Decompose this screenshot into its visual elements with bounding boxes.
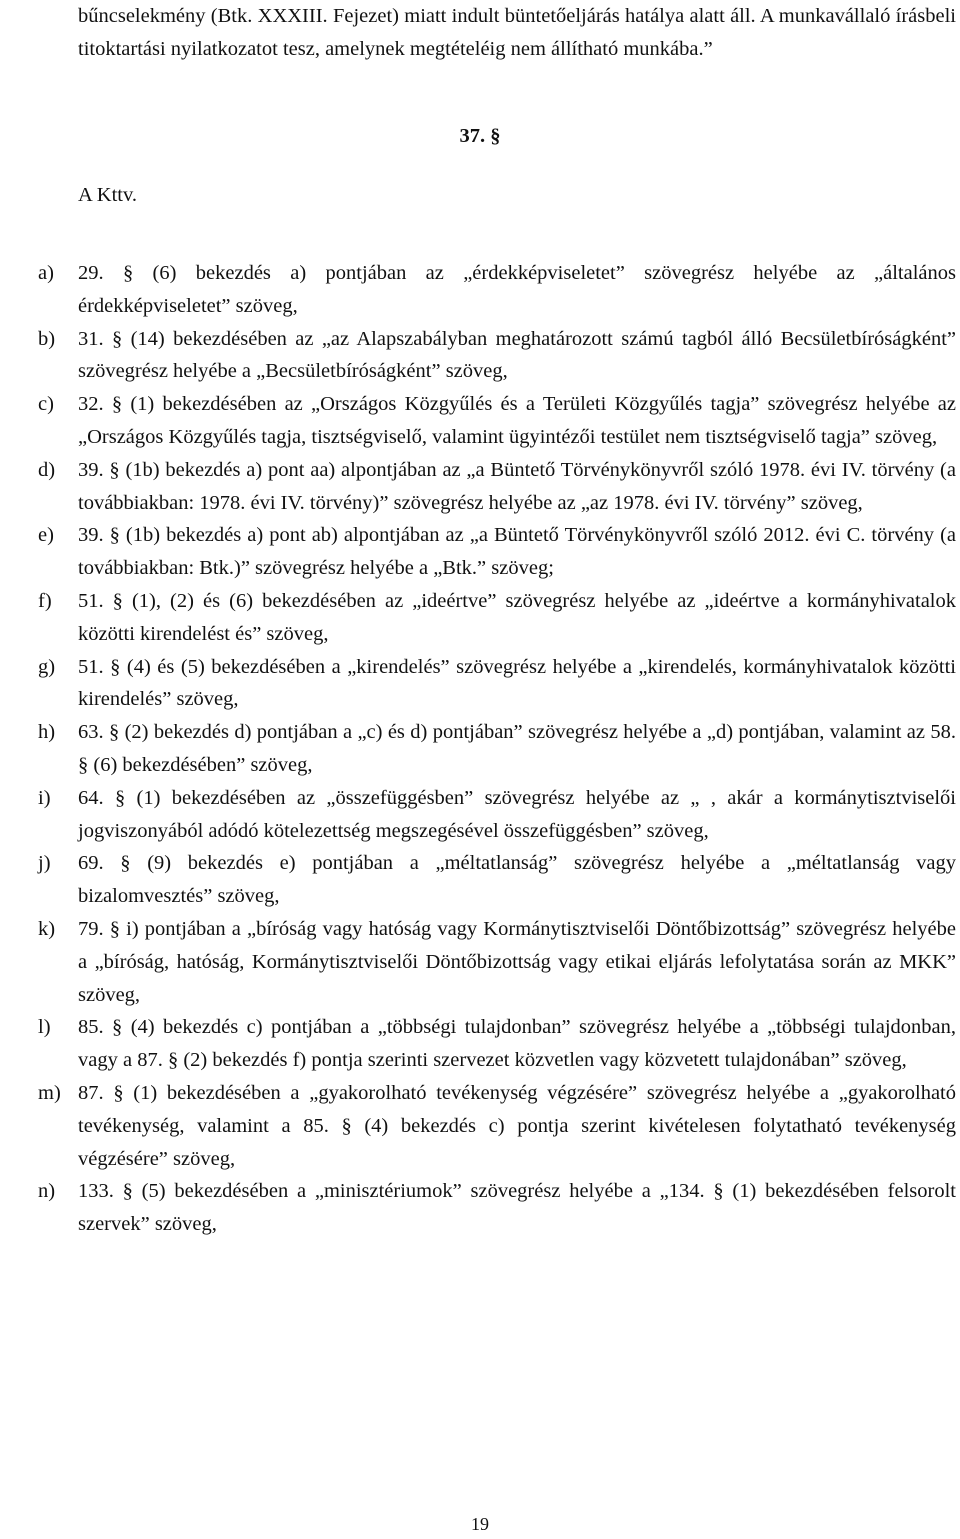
list-item [0,1175,960,1241]
list-item-label: l) [38,1016,51,1039]
list-item [0,1011,960,1077]
list-item [0,388,960,454]
list-item-text: 87. § (1) bekezdésében a „gyakorolható tevékenység végzésére” szövegrész helyébe a „gyakorolható tevékenység, valamint a 85. § (4) bekezdés c) pontja szerint kivételesen folytatható tevékenység végzésére” szöveg, [78,1081,956,1170]
list-item [0,323,960,389]
list-item-text: 51. § (1), (2) és (6) bekezdésében az „ideértve” szövegrész helyébe az „ideértve a kormányhivatalok közötti kirendelést és” szöveg, [78,589,956,645]
amendment-list [0,257,960,1241]
list-item-text: 64. § (1) bekezdésében az „összefüggésben” szövegrész helyébe az „ , akár a kormánytisztviselői jogviszonyából adódó kötelezettség megszegésével összefüggésben” szöveg, [78,786,956,842]
page-number: 19 [471,1514,489,1534]
section-heading: 37. § [459,125,501,147]
list-item-label: h) [38,721,56,744]
list-item-text: 31. § (14) bekezdésében az „az Alapszabályban meghatározott számú tagból álló Becsületbíróságként” szövegrész helyébe a „Becsületbíróságként” szöveg, [78,327,956,383]
list-item-label: g) [38,655,56,678]
intro-paragraph: bűncselekmény (Btk. XXXIII. Fejezet) miatt indult büntetőeljárás hatálya alatt áll. A munkavállaló írásbeli titoktartási nyilatkozatot tesz, amelynek megtételéig nem állítható munkába.” [78,5,956,60]
list-item-label: e) [38,524,54,547]
list-item-label: m) [38,1081,61,1104]
list-item [0,847,960,913]
list-item-text: 85. § (4) bekezdés c) pontjában a „többségi tulajdonban” szövegrész helyébe a „többségi tulajdonban, vagy a 87. § (2) bekezdés f) pontja szerinti szervezet közvetlen vagy közvetett tulajdonában” szöveg, [78,1016,956,1072]
list-item-text: 51. § (4) és (5) bekezdésében a „kirendelés” szövegrész helyébe a „kirendelés, kormányhivatalok közötti kirendelés” szöveg, [78,655,956,711]
subheading: A Kttv. [78,184,138,206]
list-item-text: 32. § (1) bekezdésében az „Országos Közgyűlés és a Területi Közgyűlés tagja” szövegrész helyébe az „Országos Közgyűlés tagja, tisztségviselő, valamint ügyintézői testület nem tisztségviselő tagja” szöveg, [78,393,956,448]
list-item-label: n) [38,1180,56,1203]
list-item-label: f) [38,589,52,612]
list-item-text: 29. § (6) bekezdés a) pontjában az „érdekképviseletet” szövegrész helyébe az „általános érdekképviseletet” szöveg, [78,262,956,317]
list-item [0,519,960,585]
list-item [0,257,960,323]
list-item-text: 39. § (1b) bekezdés a) pont aa) alpontjában az „a Büntető Törvénykönyvről szóló 1978. évi IV. törvény (a továbbiakban: 1978. évi IV. törvény)” szövegrész helyébe az „az 1978. évi IV. törvény” szöveg, [78,458,956,514]
list-item-text: 69. § (9) bekezdés e) pontjában a „méltatlanság” szövegrész helyébe a „méltatlanság vagy bizalomvesztés” szöveg, [78,852,956,908]
list-item [0,782,960,848]
list-item-text: 39. § (1b) bekezdés a) pont ab) alpontjában az „a Büntető Törvénykönyvről szóló 2012. évi C. törvény (a továbbiakban: Btk.)” szövegrész helyébe a „Btk.” szöveg; [78,524,956,580]
list-item [0,454,960,520]
list-item [0,585,960,651]
list-item-label: d) [38,458,56,481]
list-item-label: c) [38,393,54,416]
list-item-label: b) [38,327,56,350]
list-item-label: a) [38,262,54,284]
list-item-text: 79. § i) pontjában a „bíróság vagy hatóság vagy Kormánytisztviselői Döntőbizottság” szövegrész helyébe a „bíróság, hatóság, Kormánytisztviselői Döntőbizottság vagy etikai eljárás lefolytatása során az MKK” szöveg, [78,917,956,1006]
list-item-text: 133. § (5) bekezdésében a „minisztériumok” szövegrész helyébe a „134. § (1) bekezdésében felsorolt szervek” szöveg, [78,1180,956,1236]
list-item [0,913,960,1011]
list-item-label: i) [38,786,51,809]
list-item [0,716,960,782]
list-item [0,651,960,717]
list-item-text: 63. § (2) bekezdés d) pontjában a „c) és d) pontjában” szövegrész helyébe a „d) pontjában, valamint az 58. § (6) bekezdésében” szöveg, [78,721,956,776]
list-item-label: j) [38,852,51,875]
list-item [0,1077,960,1175]
list-item-label: k) [38,917,56,940]
